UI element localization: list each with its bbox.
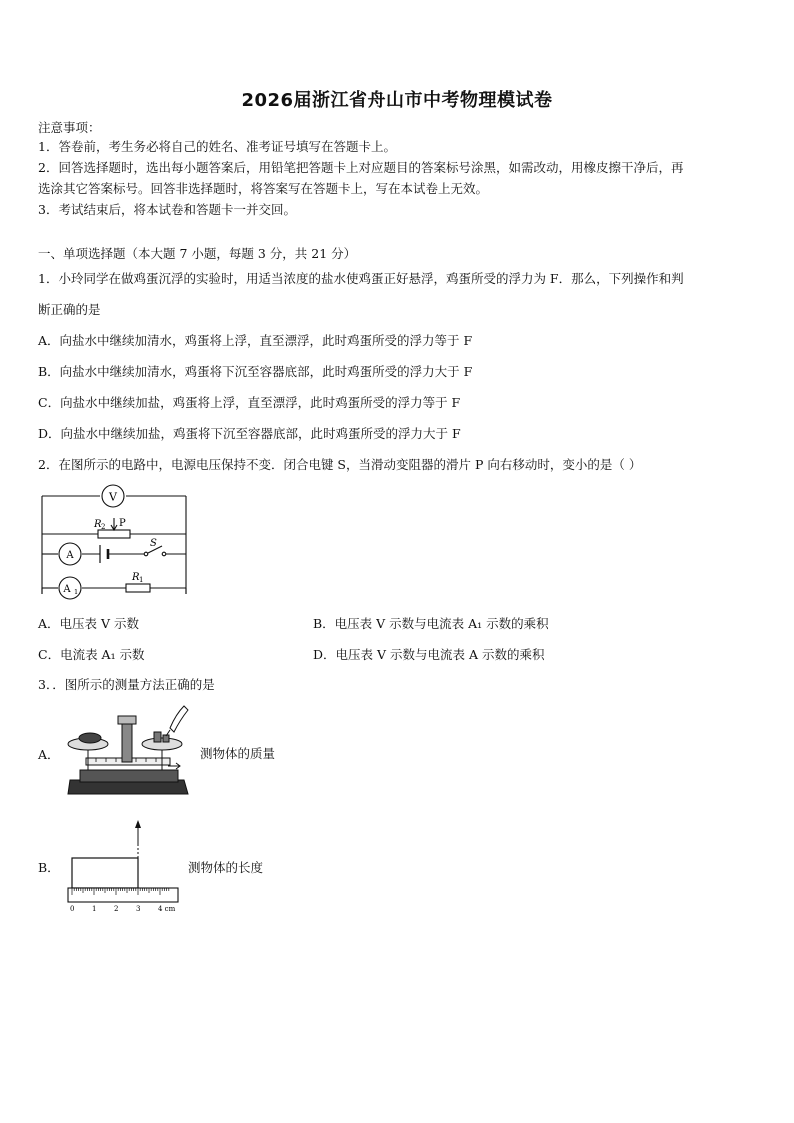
r2-label: R <box>94 519 102 530</box>
ruler-tick-labels <box>70 905 176 913</box>
switch-label: S <box>150 538 157 549</box>
q2-option-d: D．电压表 V 示数与电流表 A 示数的乘积 <box>313 647 545 662</box>
rheostat-r2 <box>98 530 130 538</box>
r1-label: R <box>132 572 140 583</box>
notice-heading: 注意事项： <box>38 120 101 135</box>
r2-subscript: 2 <box>101 523 106 531</box>
notice-item-3: 3．考试结束后，将本试卷和答题卡一并交回。 <box>38 202 296 217</box>
ruler-illustration <box>64 816 182 916</box>
ruler-tick-label: 1 <box>92 905 97 913</box>
balance-illustration <box>66 700 192 798</box>
slider-label: P <box>119 518 126 529</box>
ammeter1-subscript: 1 <box>74 588 79 596</box>
q1-option-c: C．向盐水中继续加盐，鸡蛋将上浮，直至漂浮，此时鸡蛋所受的浮力等于 F <box>38 395 461 410</box>
resistor-r1 <box>126 584 150 592</box>
ammeter1-label: A <box>63 584 71 595</box>
q3-option-a-letter: A． <box>38 747 60 762</box>
q2-option-b: B．电压表 V 示数与电流表 A₁ 示数的乘积 <box>313 616 549 631</box>
q1-stem-line2: 断正确的是 <box>38 302 101 317</box>
q3-option-b-text: 测物体的长度 <box>188 860 264 875</box>
q1-stem-line1: 1．小玲同学在做鸡蛋沉浮的实验时，用适当浓度的盐水使鸡蛋正好悬浮，鸡蛋所受的浮力为 F．那么，下列操作和判 <box>38 271 684 286</box>
ruler-tick-label: 4 cm <box>158 905 176 913</box>
q1-option-a: A．向盐水中继续加清水，鸡蛋将上浮，直至漂浮，此时鸡蛋所受的浮力等于 F <box>38 333 473 348</box>
ruler-tick-label: 0 <box>70 905 75 913</box>
q2-stem: 2．在图所示的电路中，电源电压保持不变．闭合电键 S，当滑动变阻器的滑片 P 向右移动时，变小的是（ ） <box>38 457 642 472</box>
r1-subscript: 1 <box>139 576 144 584</box>
notice-item-2-cont: 选涂其它答案标号。回答非选择题时，将答案写在答题卡上，写在本试卷上无效。 <box>38 181 489 196</box>
q3-option-a-text: 测物体的质量 <box>200 746 276 761</box>
ruler-tick-label: 2 <box>114 905 119 913</box>
section-heading: 一、单项选择题（本大题 7 小题，每题 3 分，共 21 分） <box>38 246 357 261</box>
q3-option-b-letter: B． <box>38 860 60 875</box>
q1-option-b: B．向盐水中继续加清水，鸡蛋将下沉至容器底部，此时鸡蛋所受的浮力大于 F <box>38 364 473 379</box>
voltmeter-label: V <box>109 490 117 504</box>
ammeter-label: A <box>66 550 74 561</box>
battery-icon <box>100 545 108 563</box>
q2-option-c: C．电流表 A₁ 示数 <box>38 647 145 662</box>
slider-arrow-icon <box>111 518 117 530</box>
ruler-tick-label: 3 <box>136 905 141 913</box>
circuit-diagram <box>36 482 192 602</box>
notice-item-1: 1．答卷前，考生务必将自己的姓名、准考证号填写在答题卡上。 <box>38 139 396 154</box>
notice-item-2: 2．回答选择题时，选出每小题答案后，用铅笔把答题卡上对应题目的答案标号涂黑，如需改动，用橡皮擦干净后，再 <box>38 160 684 175</box>
q3-stem: 3．．图所示的测量方法正确的是 <box>38 677 215 692</box>
exam-title: 2026届浙江省舟山市中考物理模试卷 <box>241 90 553 111</box>
q1-option-d: D．向盐水中继续加盐，鸡蛋将下沉至容器底部，此时鸡蛋所受的浮力大于 F <box>38 426 461 441</box>
q2-option-a: A．电压表 V 示数 <box>38 616 140 631</box>
